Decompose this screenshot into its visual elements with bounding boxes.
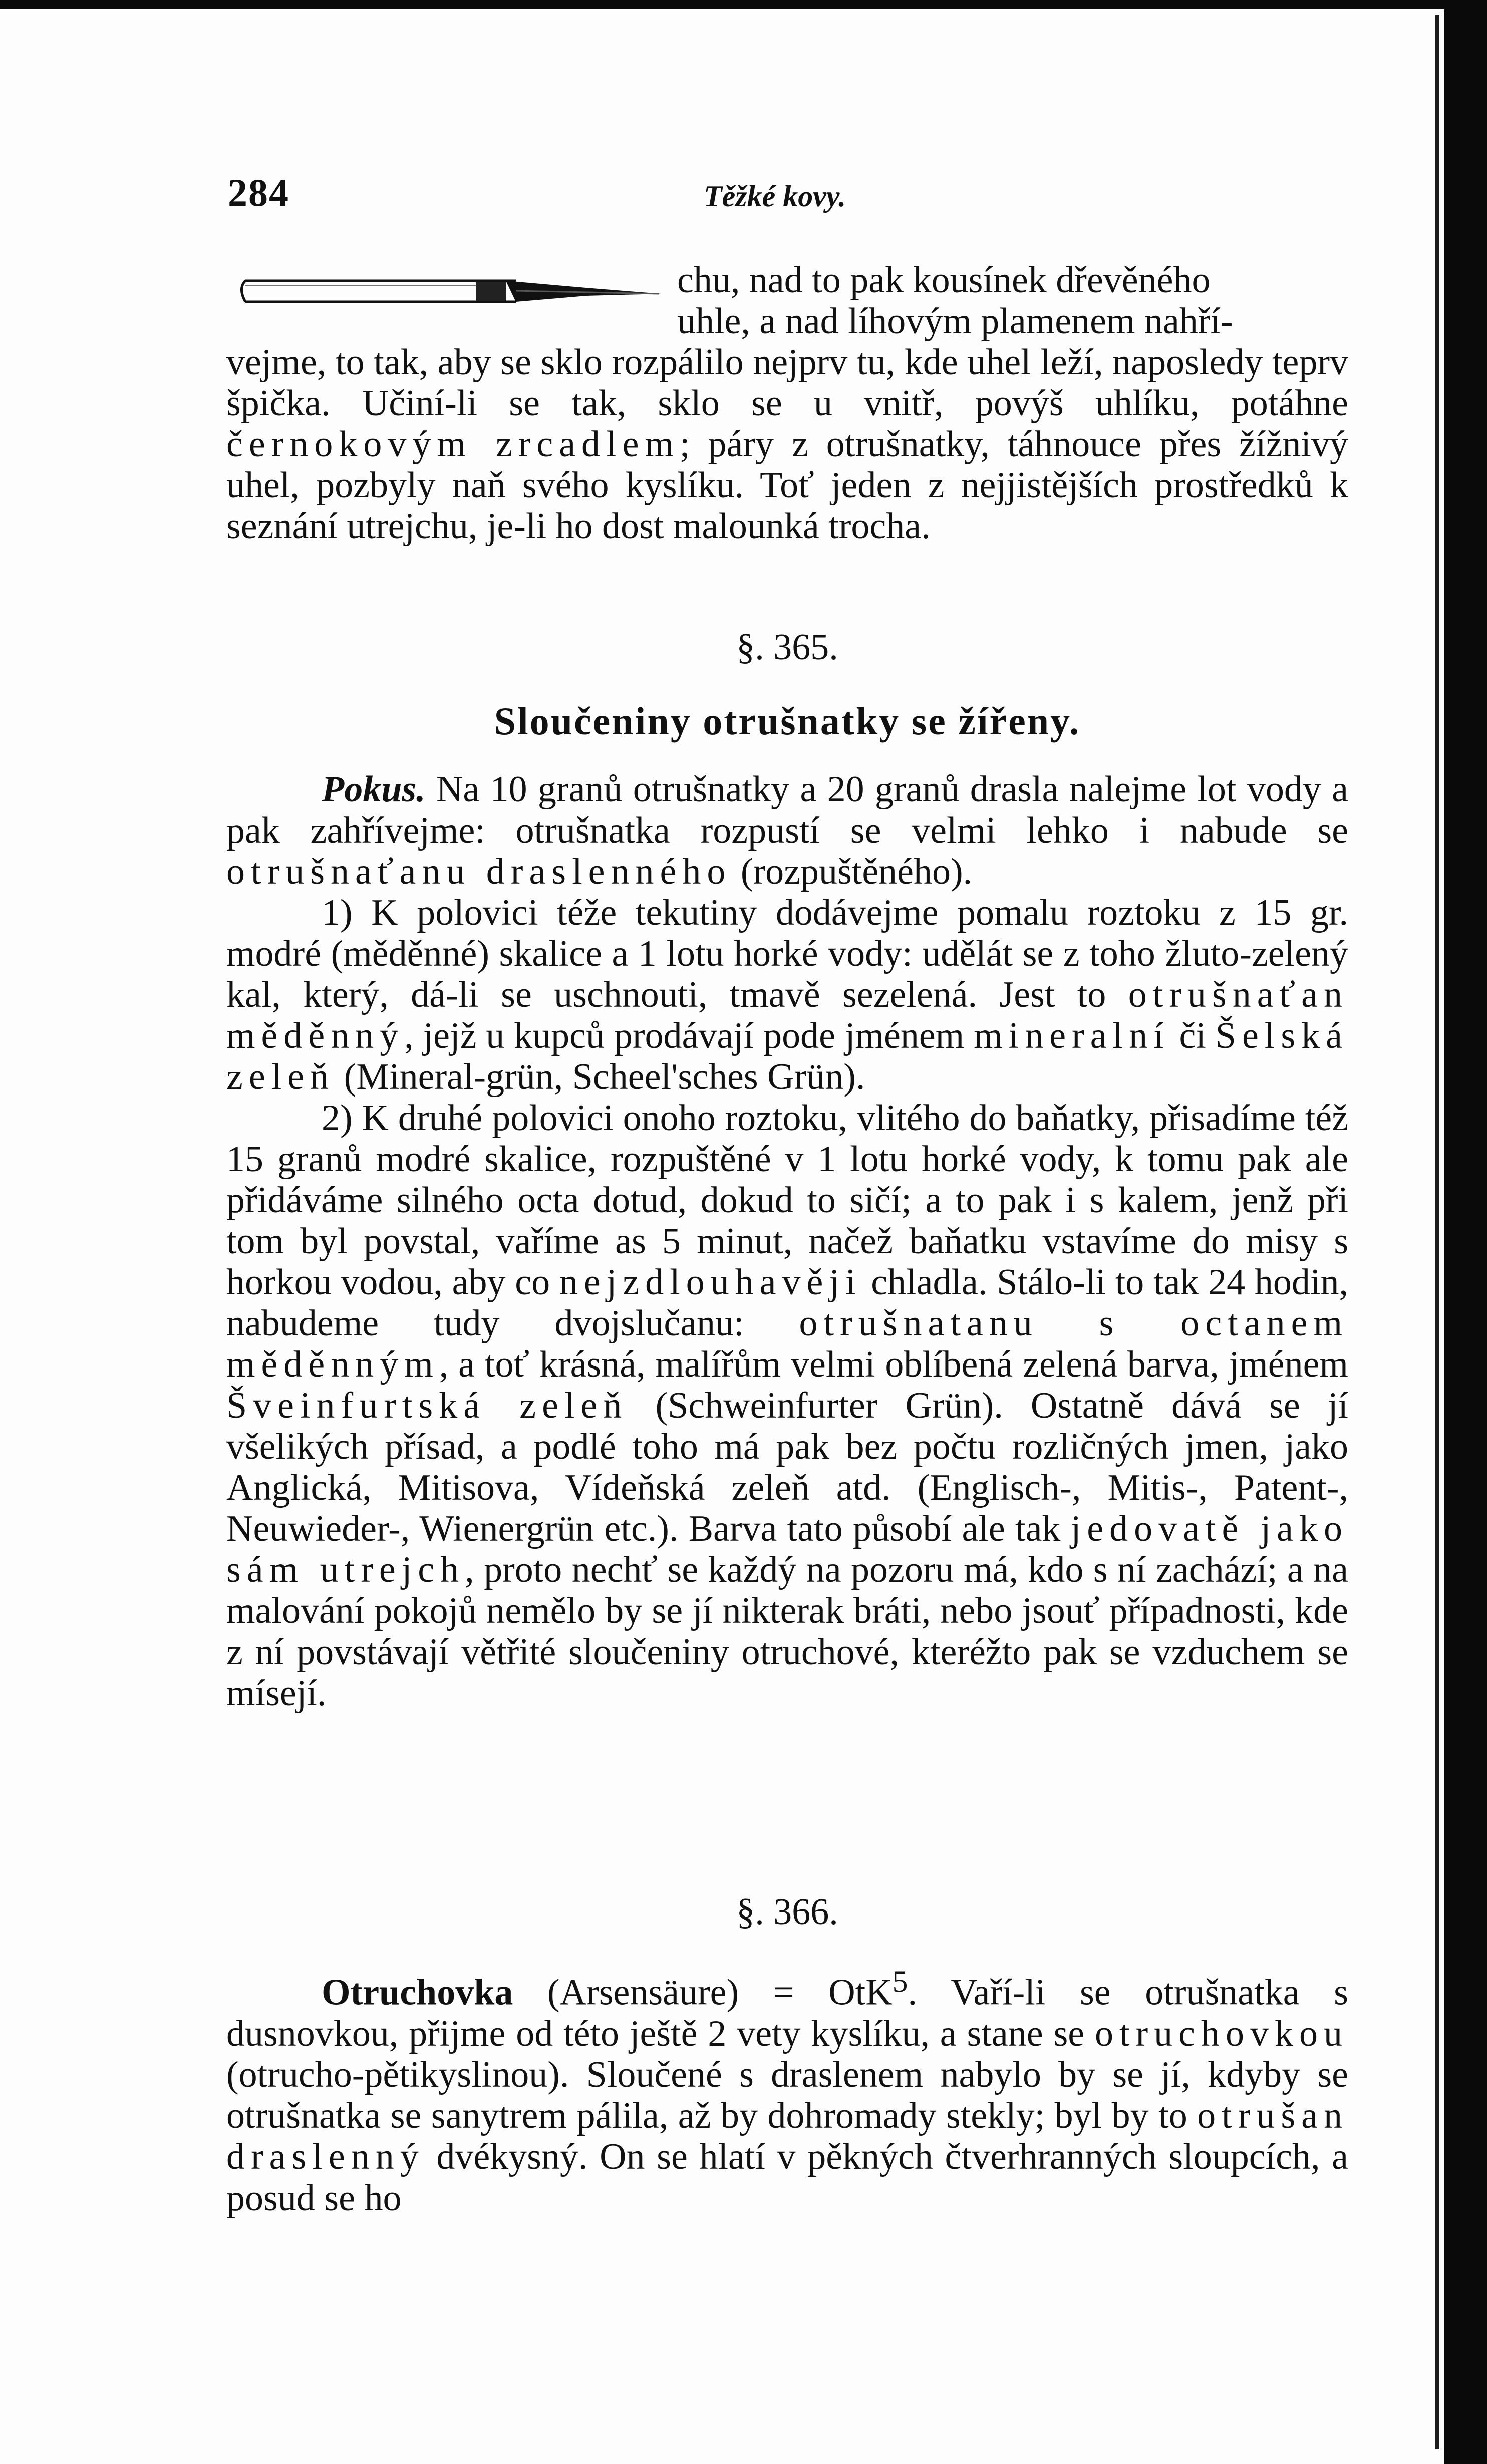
- text-run: (rozpuštěného).: [731, 851, 973, 892]
- paragraph-otruchovka: [226, 1961, 1348, 2219]
- term-pokus: Pokus.: [322, 769, 426, 810]
- text-run: či: [1169, 1015, 1216, 1056]
- text-run: vejme, to tak, aby se sklo rozpálilo nejprv tu, kde uhel leží, naposledy teprv špička. Učiní-li se tak, sklo se u vnitř, povýš uhlíku, potáhne: [226, 342, 1348, 424]
- scan-border-top: [0, 0, 1487, 9]
- text-line: chu, nad to pak kousínek dřevěného: [677, 259, 1211, 301]
- text-run: (Schweinfurter Grün). Ostatně dává se jí všelikých přísad, a podlé toho má pak bez počtu rozličných jmen, jako Anglická, Mitisova, Vídeňská zeleň atd. (Englisch-, Mitis-, Patent-, Neuwieder-, Wienergrün etc.). Barva tato působí ale tak: [226, 1385, 1348, 1549]
- spaced-term: otrušnatanu s octanem měděnným: [226, 1303, 1349, 1385]
- spaced-term: Šelská zeleň: [226, 1015, 1348, 1098]
- text-run: , proto nechť se každý na pozoru má, kdo s ní zachází; a na malování pokojů nemělo by se jí nikterak bráti, nebo jsouť případnosti, kde z ní povstávají větřité sloučeniny otruchové, kteréžto pak se vzduchem se mísejí.: [226, 1549, 1348, 1714]
- text-run: ; páry z otrušnatky, táhnouce přes žížnivý uhel, pozbyly naň svého kyslíku. Toť jeden z nejjistějších prostředků k seznání utrejchu, je-li ho dost malounká trocha.: [226, 424, 1348, 547]
- formula-superscript: 5: [892, 1965, 908, 1999]
- section-number: §. 365.: [736, 627, 838, 668]
- page-number: 284: [228, 171, 289, 214]
- paragraph-intro: [226, 259, 1348, 547]
- text-run: Na 10 granů otrušnatky a 20 granů drasla nalejme lot vody a pak zahřívejme: otrušnatka rozpustí se velmi lehko i nabude se: [226, 769, 1348, 851]
- text-run: 2) K druhé polovici onoho roztoku, vlitého do baňatky, přisadíme též 15 granů modré skalice, rozpuštěné v 1 lotu horké vody, k tomu pak ale přidáváme silného octa dotud, dokud to sičí; a to pak i s kalem, jenž při tom byl povstal, vaříme as 5 minut, načež baňatku vstavíme do misy s horkou vodou, aby co: [226, 1098, 1348, 1303]
- text-run: (Arsensäure) = OtK: [513, 1972, 893, 2013]
- text-run: 1) K polovici téže tekutiny dodávejme pomalu roztoku z 15 gr. modré (měděnné) skalice a 1 lotu horké vody: udělát se z toho žluto-zelený kal, který, dá-li se uschnouti, tmavě sezelená. Jest to: [226, 892, 1348, 1015]
- paragraph-step-2: [226, 1098, 1348, 1714]
- spaced-term: černokovým zrcadlem: [226, 424, 680, 465]
- text-run: (Mineral-grün, Scheel'sches Grün).: [335, 1056, 865, 1098]
- spaced-term: otrušan draslenný: [226, 2095, 1348, 2177]
- text-run: , jejž u kupců prodávají pode jménem: [404, 1015, 974, 1056]
- text-run: . Vaří-li se otrušnatka s dusnovkou, přijme od této ještě 2 vety kyslíku, a stane se: [226, 1972, 1348, 2054]
- page-header: [228, 170, 1345, 230]
- spaced-term: mineralní: [974, 1015, 1170, 1056]
- spaced-term: otrušnaťan měděnný: [226, 974, 1348, 1056]
- paragraph-body: [226, 342, 1348, 547]
- running-head: Těžké kovy.: [704, 180, 846, 213]
- text-run: dvékysný. On se hlatí v pěkných čtverhranných sloupcích, a posud se ho: [226, 2136, 1348, 2219]
- text-run: , a toť krásná, malířům velmi oblíbená zelená barva, jménem: [439, 1344, 1348, 1385]
- spaced-term: nejzdlouhavěji: [559, 1262, 862, 1303]
- section-number: §. 366.: [736, 1891, 838, 1933]
- text-run: chladla. Stálo-li to tak 24 hodin, nabudeme tudy dvojslučanu:: [226, 1262, 1348, 1344]
- term-otruchovka: Otruchovka: [322, 1972, 513, 2013]
- paragraph-step-1: [226, 892, 1348, 1098]
- spaced-term: otrušnaťanu draslenného: [226, 851, 732, 892]
- spaced-term: Šveinfurtská zeleň: [226, 1385, 628, 1426]
- section-heading: Sloučeniny otrušnatky se žířeny.: [494, 699, 1081, 743]
- spaced-term: jedovatě jako sám utrejch: [226, 1508, 1349, 1590]
- scan-border-right: [1444, 0, 1487, 2464]
- text-run: (otrucho-pětikyslinou). Sloučené s draslenem nabylo by se jí, kdyby se otrušnatka se sanytrem pálila, až by dohromady stekly; byl by to: [226, 2054, 1348, 2136]
- spaced-term: otruchovkou: [1094, 2013, 1348, 2054]
- scan-border-line: [1435, 15, 1439, 2449]
- text-line: uhle, a nad líhovým plamenem nahří-: [677, 301, 1233, 342]
- paragraph-experiment: [226, 769, 1348, 1714]
